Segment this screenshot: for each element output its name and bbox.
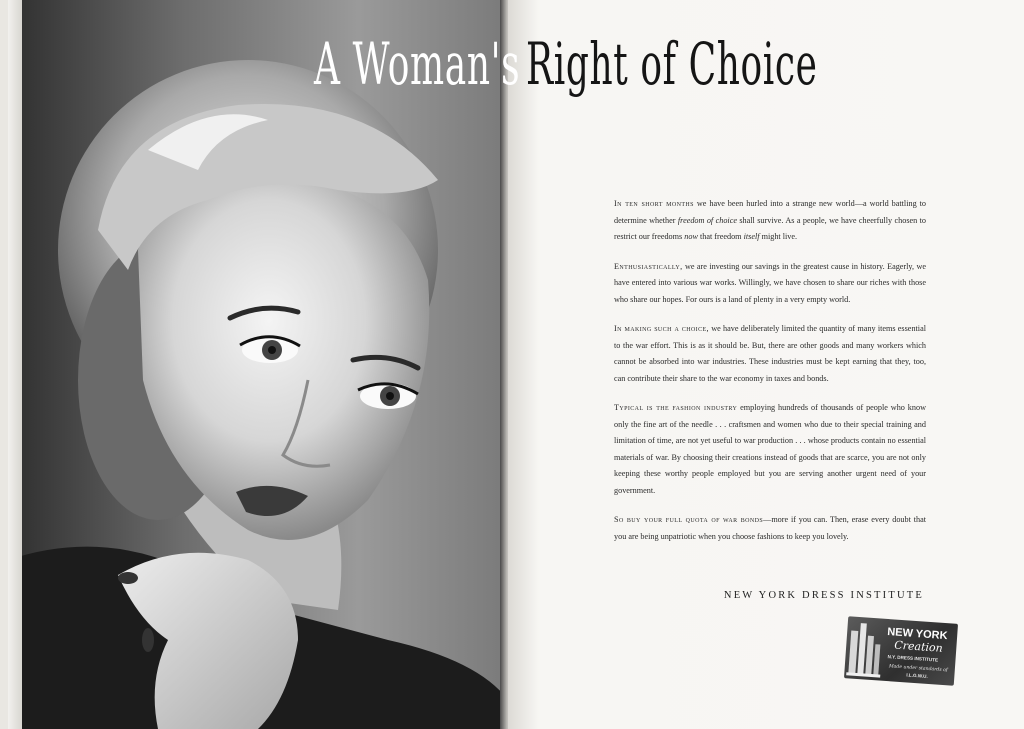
paragraph-4-lead: Typical is the fashion industry (614, 403, 738, 412)
seal-line-3: N.Y. DRESS INSTITUTE (887, 654, 939, 663)
paragraph-2-lead: Enthusiastically, (614, 261, 683, 271)
paragraph-1-emphasis-b: now (684, 232, 698, 241)
seal-line-1: NEW YORK (886, 626, 948, 643)
paragraph-2-text: we are investing our savings in the greatest cause in history. Eagerly, we have entered into various war works. Willingly, we have chosen to share our riches with those who share our hopes. For ours is a land of plenty in a very empty world. (614, 261, 926, 304)
paragraph-3-lead: In making such a choice, (614, 324, 709, 333)
seal-line-2: Creation (893, 638, 944, 655)
paragraph-1-emphasis-a: freedom of choice (677, 215, 737, 225)
paragraph-3 (614, 321, 926, 387)
paragraph-1-text-c: that freedom (697, 232, 744, 241)
paragraph-5-text: —more if you can. Then, erase every doubt that you are being unpatriotic when you choose fashions to keep you lovely. (614, 515, 926, 541)
paragraph-4-text: employing hundreds of thousands of people who know only the fine art of the needle . . . craftsmen and women who due to their special training and limitation of time, are not yet useful to war production . . . whose products contain no essential materials of war. By choosing their creations instead of goods that are scarce, you are not only keeping these worthy people employed but you are serving another urgent need of your government. (614, 403, 926, 495)
paragraph-1-emphasis-c: itself (743, 232, 760, 241)
paragraph-5-lead: So buy your full quota of war bonds (614, 515, 764, 524)
paragraph-2 (614, 259, 926, 309)
seal-skyline-graphic (844, 616, 958, 686)
page-edge (8, 0, 22, 729)
paragraph-1-lead: In ten short months (614, 199, 694, 208)
seal-line-5: I.L.G.W.U. (906, 672, 928, 679)
paragraph-4 (614, 400, 926, 499)
paragraph-1 (614, 196, 926, 246)
paragraph-5 (614, 512, 926, 545)
paragraph-1-text-d: might live. (759, 232, 798, 241)
new-york-creation-seal (844, 616, 958, 686)
woman-portrait-photo (8, 0, 508, 729)
paragraph-1-text-a: we have been hurled into a strange new world—a world battling to determine whether (614, 199, 927, 225)
signature: NEW YORK DRESS INSTITUTE (723, 590, 924, 601)
photo-page (8, 0, 508, 729)
paragraph-1-text-b: shall survive. As a people, we have cheerfully chosen to restrict our freedoms (614, 215, 926, 241)
headline-part-1: A Woman's (314, 30, 521, 98)
headline-part-2: Right of Choice (526, 30, 818, 98)
body-copy (614, 196, 926, 558)
paragraph-3-text: we have deliberately limited the quantity of many items essential to the war effort. This is as it should be. But, there are other goods and many workers which cannot be absorbed into war industries. These industries must be kept earning that they, too, can contribute their share to the war economy in taxes and bonds. (614, 324, 926, 383)
seal-line-4: Made under standards of (888, 664, 948, 674)
